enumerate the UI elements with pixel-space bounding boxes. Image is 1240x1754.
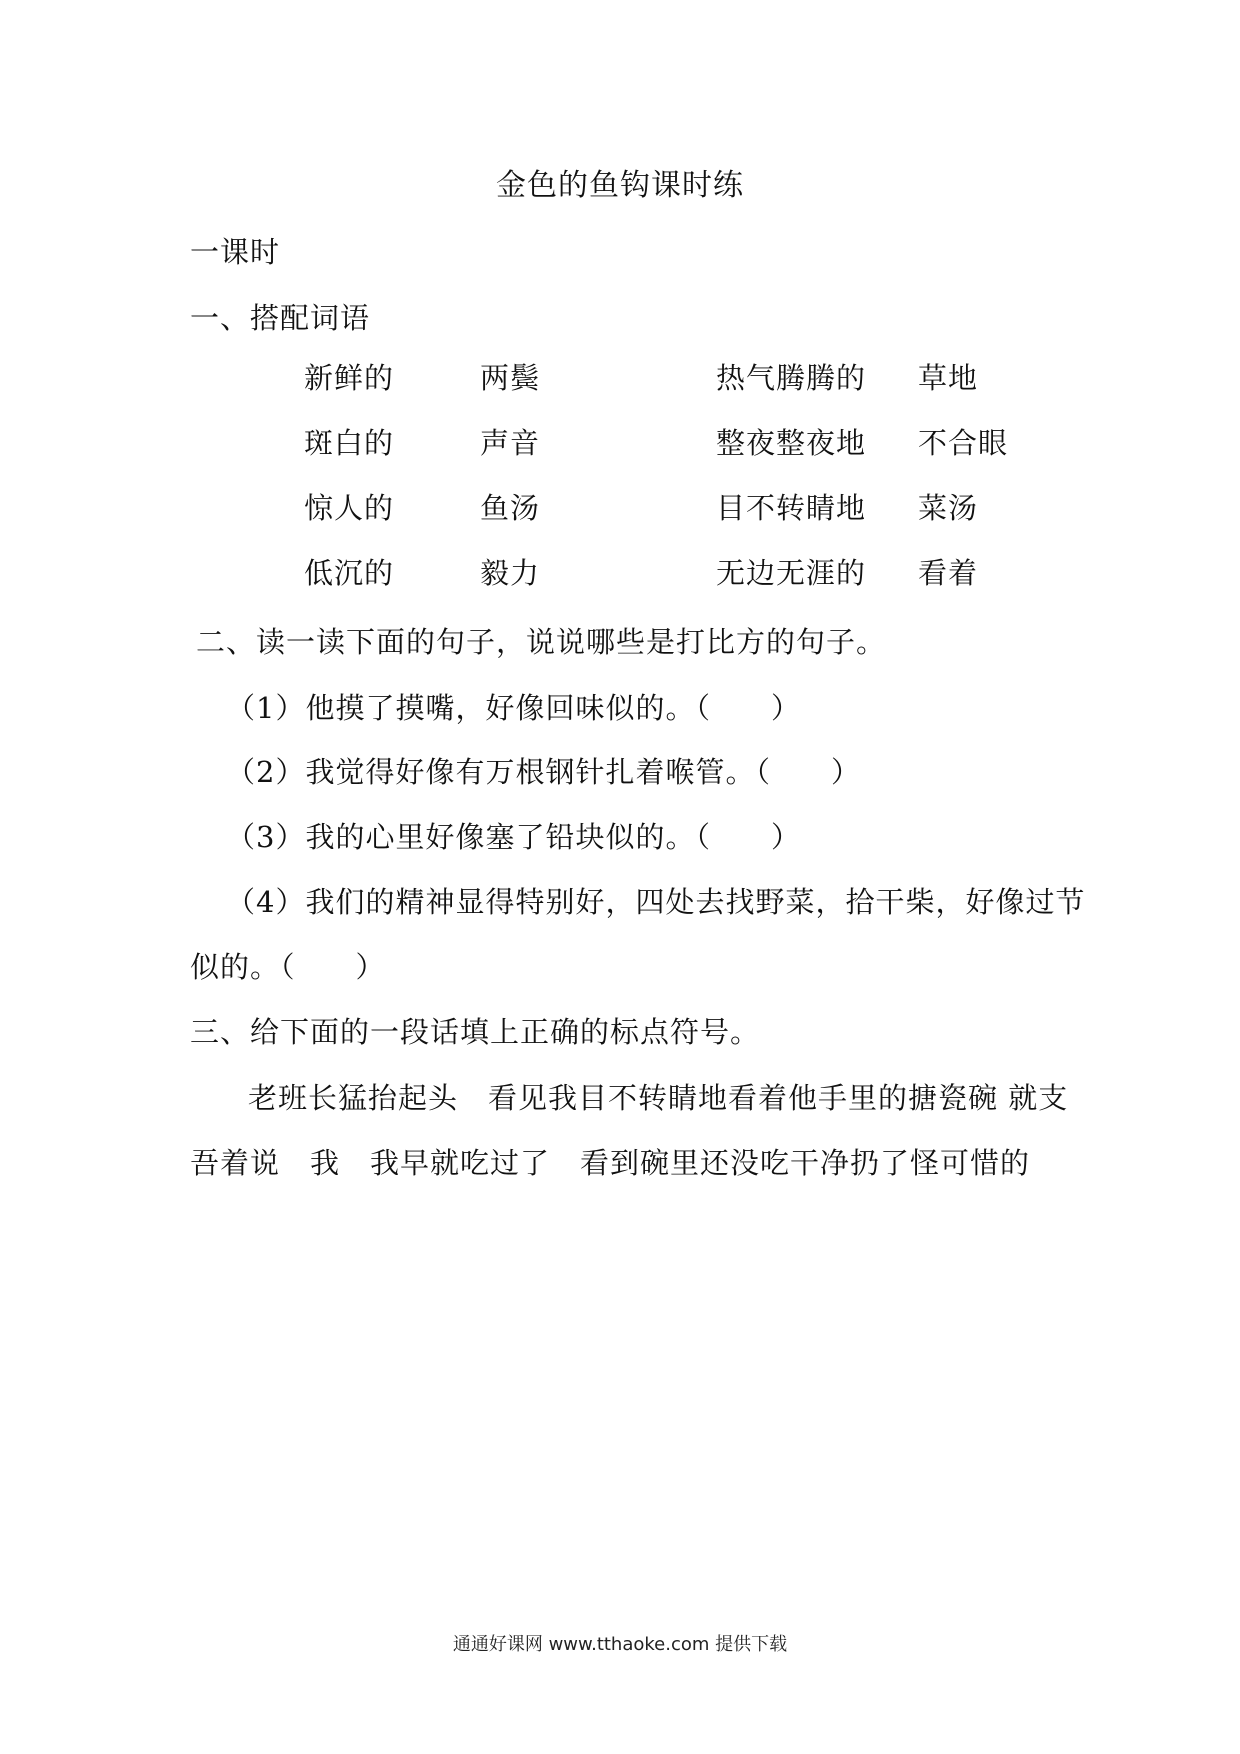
- word-item: 不合眼: [918, 426, 1009, 460]
- word-item: 新鲜的: [304, 361, 395, 395]
- document-title: 金色的鱼钩课时练: [496, 168, 744, 203]
- question-4-line2: 似的。（ ）: [190, 950, 386, 984]
- passage-line2: 吾着说 我 我早就吃过了 看到碗里还没吃干净扔了怪可惜的: [190, 1146, 1031, 1180]
- word-row: [304, 486, 1064, 551]
- word-item: 菜汤: [918, 491, 979, 525]
- word-item: 毅力: [480, 556, 541, 590]
- section3-heading: 三、给下面的一段话填上正确的标点符号。: [190, 1015, 761, 1049]
- section2-heading: 二、读一读下面的句子，说说哪些是打比方的句子。: [196, 625, 887, 659]
- section1-heading: 一、搭配词语: [190, 301, 371, 335]
- word-item: 草地: [918, 361, 979, 395]
- word-item: 无边无涯的: [716, 556, 867, 590]
- word-row: [304, 356, 1064, 421]
- word-item: 声音: [480, 426, 541, 460]
- question-1: （1）他摸了摸嘴，好像回味似的。（ ）: [226, 691, 801, 725]
- word-item: 整夜整夜地: [716, 426, 867, 460]
- question-4-line1: （4）我们的精神显得特别好，四处去找野菜，拾干柴，好像过节: [226, 885, 1086, 919]
- word-item: 目不转睛地: [716, 491, 867, 525]
- word-item: 斑白的: [304, 426, 395, 460]
- word-item: 看着: [918, 556, 979, 590]
- word-item: 鱼汤: [480, 491, 541, 525]
- word-item: 两鬓: [480, 361, 541, 395]
- lesson-label: 一课时: [190, 235, 281, 269]
- question-3: （3）我的心里好像塞了铅块似的。（ ）: [226, 820, 801, 854]
- word-row: [304, 421, 1064, 486]
- passage-line1: 老班长猛抬起头 看见我目不转睛地看着他手里的搪瓷碗 就支: [248, 1081, 1069, 1115]
- word-item: 惊人的: [304, 491, 395, 525]
- footer-source: 通通好课网 www.tthaoke.com 提供下载: [452, 1634, 788, 1655]
- word-item: 热气腾腾的: [716, 361, 867, 395]
- word-match-table: [304, 356, 1064, 616]
- word-row: [304, 551, 1064, 616]
- word-item: 低沉的: [304, 556, 395, 590]
- question-2: （2）我觉得好像有万根钢针扎着喉管。（ ）: [226, 755, 861, 789]
